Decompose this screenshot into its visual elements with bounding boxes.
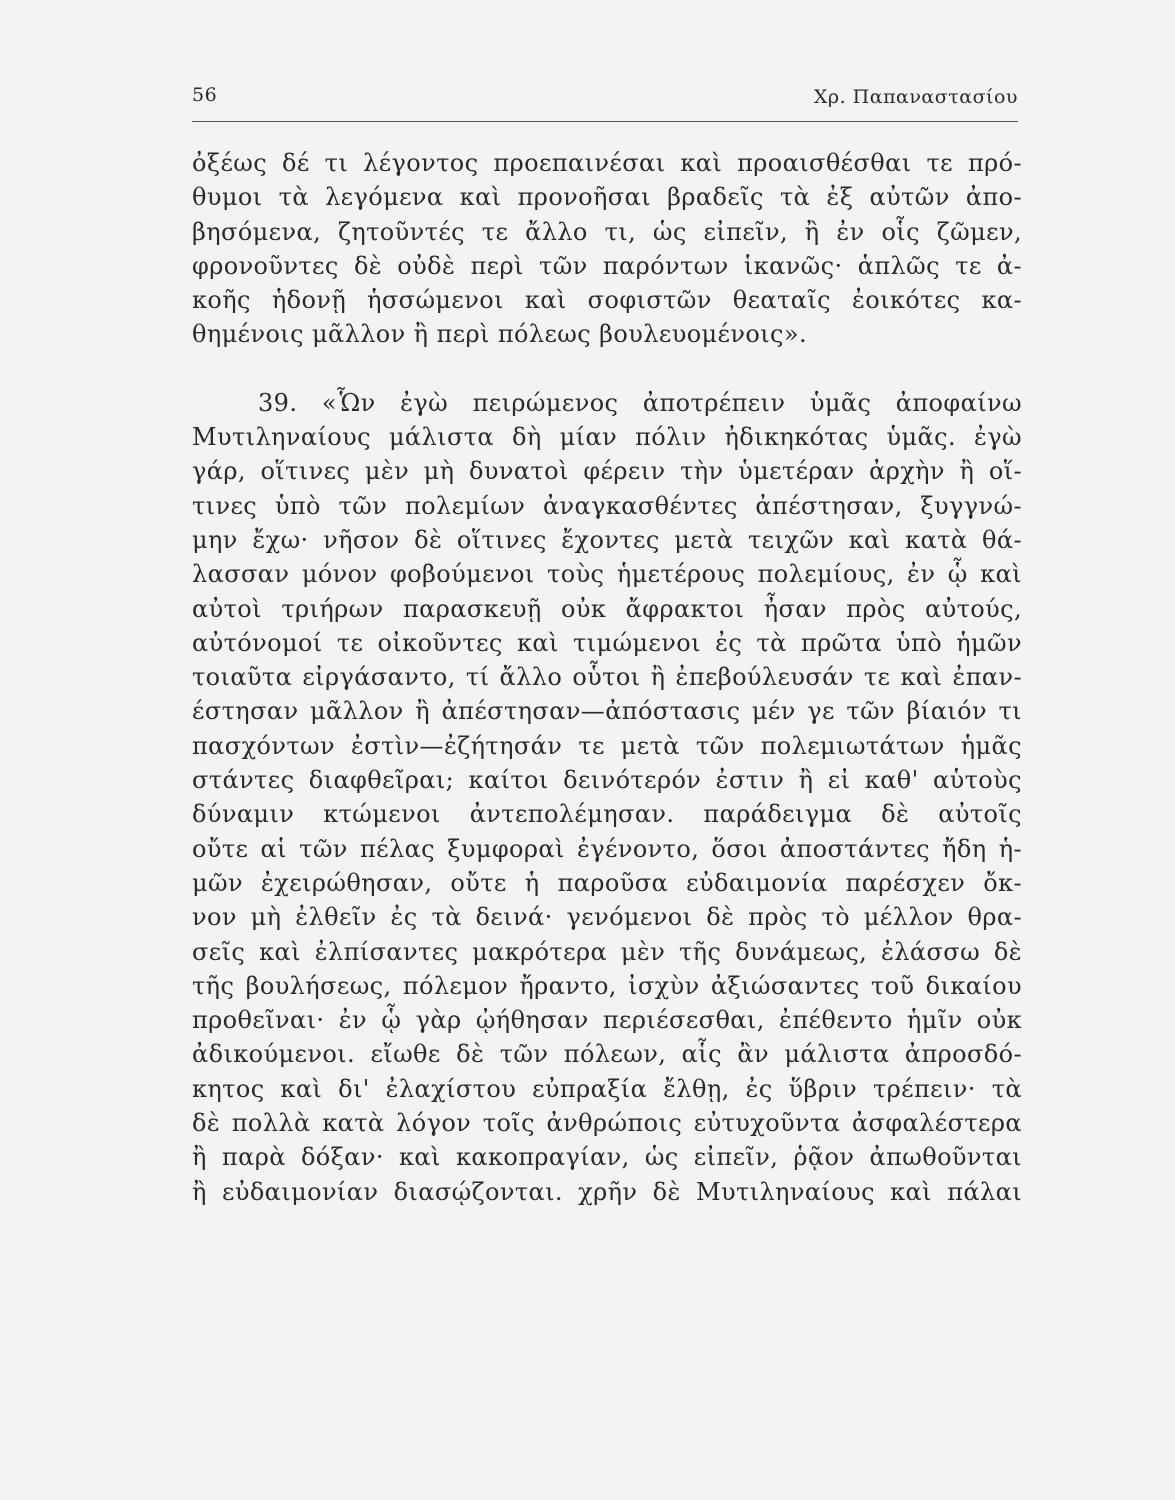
running-head: Χρ. Παπαναστασίου [813,86,1018,108]
text-line: προθεῖναι· ἐν ᾧ γὰρ ᾠήθησαν περιέσεσθαι, ἐπέθεντο ἡμῖν οὐκ [192,1006,1022,1035]
paragraph-gap [192,352,1022,386]
text-line: θημένοις μᾶλλον ἢ περὶ πόλεως βουλευομένοις». [192,320,807,349]
text-line: δύναμιν κτώμενοι ἀντεπολέμησαν. παράδειγμα δὲ αὐτοῖς [192,800,1022,829]
text-line: σεῖς καὶ ἐλπίσαντες μακρότερα μὲν τῆς δυνάμεως, ἐλάσσω δὲ [192,937,1022,966]
text-line: ἀδικούμενοι. εἴωθε δὲ τῶν πόλεων, αἷς ἂν μάλιστα ἀπροσδό- [192,1040,1022,1069]
text-line: βησόμενα, ζητοῦντές τε ἄλλο τι, ὡς εἰπεῖν, ἢ ἐν οἷς ζῶμεν, [192,217,1022,246]
page-header [192,84,1018,114]
text-line: πασχόντων ἐστὶν—ἐζήτησάν τε μετὰ τῶν πολεμιωτάτων ἡμᾶς [192,731,1022,760]
text-line: κοῆς ἡδονῇ ἡσσώμενοι καὶ σοφιστῶν θεαταῖς ἐοικότες κα- [192,286,1022,315]
header-rule [192,121,1018,122]
text-line: τοιαῦτα εἰργάσαντο, τί ἄλλο οὗτοι ἢ ἐπεβούλευσάν τε καὶ ἐπαν- [192,663,1022,692]
text-line: ἢ παρὰ δόξαν· καὶ κακοπραγίαν, ὡς εἰπεῖν, ῥᾷον ἀπωθοῦνται [192,1143,1022,1172]
text-line: φρονοῦντες δὲ οὐδὲ περὶ τῶν παρόντων ἱκανῶς· ἁπλῶς τε ἀ- [192,251,1022,280]
text-line: αὐτόνομοί τε οἰκοῦντες καὶ τιμώμενοι ἐς τὰ πρῶτα ὑπὸ ἡμῶν [192,628,1022,657]
text-line: μην ἔχω· νῆσον δὲ οἵτινες ἔχοντες μετὰ τειχῶν καὶ κατὰ θά- [192,525,1022,554]
section-39-start: 39. «Ὧν ἐγὼ πειρώμενος ἀποτρέπειν ὑμᾶς ἀποφαίνω [258,388,1022,417]
text-line: ὀξέως δέ τι λέγοντος προεπαινέσαι καὶ προαισθέσθαι τε πρό- [192,149,1022,177]
text-line: τινες ὑπὸ τῶν πολεμίων ἀναγκασθέντες ἀπέστησαν, ξυγγνώ- [192,491,1022,520]
body-text [192,146,1022,1209]
text-line: δὲ πολλὰ κατὰ λόγον τοῖς ἀνθρώποις εὐτυχοῦντα ἀσφαλέστερα [192,1109,1022,1138]
text-line: λασσαν μόνον φοβούμενοι τοὺς ἡμετέρους πολεμίους, ἐν ᾧ καὶ [192,560,1022,589]
text-line: κητος καὶ δι' ἐλαχίστου εὐπραξία ἔλθῃ, ἐς ὕβριν τρέπειν· τὰ [192,1074,1022,1103]
text-line: νον μὴ ἐλθεῖν ἐς τὰ δεινά· γενόμενοι δὲ πρὸς τὸ μέλλον θρα- [192,903,1022,932]
text-line: αὐτοὶ τριήρων παρασκευῇ οὐκ ἄφρακτοι ἦσαν πρὸς αὐτούς, [192,594,1022,623]
text-line: μῶν ἐχειρώθησαν, οὔτε ἡ παροῦσα εὐδαιμονία παρέσχεν ὄκ- [192,868,1022,897]
text-line: οὔτε αἱ τῶν πέλας ξυμφοραὶ ἐγένοντο, ὅσοι ἀποστάντες ἤδη ἡ- [192,834,1022,863]
text-line: έστησαν μᾶλλον ἢ ἀπέστησαν—ἀπόστασις μέν γε τῶν βίαιόν τι [192,697,1022,726]
text-line: ἢ εὐδαιμονίαν διασῴζονται. χρῆν δὲ Μυτιληναίους καὶ πάλαι [192,1177,1022,1206]
text-line: τῆς βουλήσεως, πόλεμον ἤραντο, ἰσχὺν ἀξιώσαντες τοῦ δικαίου [192,971,1022,1000]
text-line: θυμοι τὰ λεγόμενα καὶ προνοῆσαι βραδεῖς τὰ ἐξ αὐτῶν ἀπο- [192,183,1022,212]
text-line: γάρ, οἵτινες μὲν μὴ δυνατοὶ φέρειν τὴν ὑμετέραν ἀρχὴν ἢ οἵ- [192,457,1022,486]
page-number: 56 [192,84,218,106]
text-line: στάντες διαφθεῖραι; καίτοι δεινότερόν ἐστιν ἢ εἰ καθ' αὑτοὺς [192,766,1022,795]
text-line: Μυτιληναίους μάλιστα δὴ μίαν πόλιν ἠδικηκότας ὑμᾶς. ἐγὼ [192,423,1022,452]
